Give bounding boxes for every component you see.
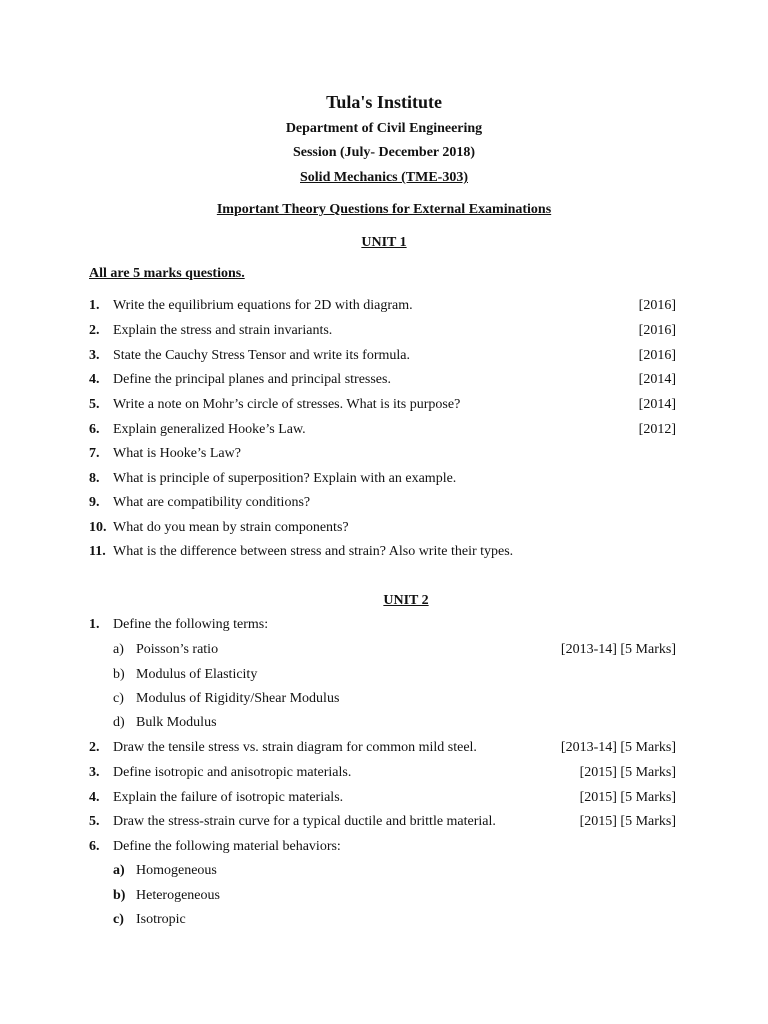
list-item xyxy=(0,639,768,661)
question-text: Define the principal planes and principal stresses. xyxy=(113,372,391,387)
subject-title: Solid Mechanics (TME-303) xyxy=(300,170,468,185)
sub-item-text: Modulus of Elasticity xyxy=(136,667,258,682)
list-item xyxy=(0,419,768,441)
list-item xyxy=(0,885,768,907)
question-number: 5. xyxy=(89,814,100,829)
question-number: 4. xyxy=(89,790,100,805)
list-item xyxy=(0,688,768,710)
sub-item-label: b) xyxy=(113,888,126,903)
question-text: Draw the tensile stress vs. strain diagram for common mild steel. xyxy=(113,740,477,755)
list-item xyxy=(0,541,768,563)
list-item xyxy=(0,320,768,342)
question-text: What is principle of superposition? Explain with an example. xyxy=(113,471,457,486)
question-number: 3. xyxy=(89,765,100,780)
question-text: Explain the failure of isotropic materials. xyxy=(113,790,344,805)
question-year: [2016] xyxy=(638,323,676,338)
list-item xyxy=(0,369,768,391)
sub-item-label: a) xyxy=(113,863,125,878)
question-text: State the Cauchy Stress Tensor and write its formula. xyxy=(113,348,410,363)
question-text: What is the difference between stress and strain? Also write their types. xyxy=(113,544,514,559)
question-number: 1. xyxy=(89,617,100,632)
question-number: 10. xyxy=(89,520,107,535)
page-heading: Important Theory Questions for External Examinations xyxy=(216,202,552,217)
question-year: [2012] xyxy=(638,422,676,437)
sub-item-text: Isotropic xyxy=(136,912,186,927)
question-number: 6. xyxy=(89,422,100,437)
question-text: Write a note on Mohr’s circle of stresses. What is its purpose? xyxy=(113,397,461,412)
list-item xyxy=(0,664,768,686)
question-text: Explain the stress and strain invariants. xyxy=(113,323,333,338)
question-number: 1. xyxy=(89,298,100,313)
unit1-marks-note: All are 5 marks questions. xyxy=(89,266,245,281)
question-year: [2013-14] [5 Marks] xyxy=(560,642,676,657)
sub-item-label: c) xyxy=(113,691,124,706)
question-text: Define the following terms: xyxy=(113,617,269,632)
question-year: [2015] [5 Marks] xyxy=(579,814,676,829)
question-text: What are compatibility conditions? xyxy=(113,495,311,510)
list-item xyxy=(0,909,768,931)
unit1-title: UNIT 1 xyxy=(361,235,407,250)
question-text: Define isotropic and anisotropic materials. xyxy=(113,765,352,780)
question-year: [2016] xyxy=(638,348,676,363)
sub-item-label: d) xyxy=(113,715,125,730)
list-item xyxy=(0,836,768,858)
sub-item-text: Modulus of Rigidity/Shear Modulus xyxy=(136,691,340,706)
session-label: Session (July- December 2018) xyxy=(292,145,476,160)
question-text: Explain generalized Hooke’s Law. xyxy=(113,422,306,437)
list-item xyxy=(0,492,768,514)
sub-item-text: Heterogeneous xyxy=(136,888,220,903)
unit2-title: UNIT 2 xyxy=(383,593,429,608)
question-number: 7. xyxy=(89,446,100,461)
question-text: Write the equilibrium equations for 2D with diagram. xyxy=(113,298,413,313)
list-item xyxy=(0,737,768,759)
institute-title: Tula's Institute xyxy=(326,92,442,112)
list-item xyxy=(0,762,768,784)
list-item xyxy=(0,517,768,539)
question-number: 2. xyxy=(89,740,100,755)
list-item xyxy=(0,394,768,416)
question-number: 8. xyxy=(89,471,100,486)
sub-item-text: Bulk Modulus xyxy=(136,715,217,730)
question-year: [2013-14] [5 Marks] xyxy=(560,740,676,755)
department-name: Department of Civil Engineering xyxy=(285,121,483,136)
sub-item-label: a) xyxy=(113,642,124,657)
question-number: 6. xyxy=(89,839,100,854)
question-year: [2016] xyxy=(638,298,676,313)
list-item xyxy=(0,345,768,367)
question-year: [2015] [5 Marks] xyxy=(579,790,676,805)
sub-item-label: c) xyxy=(113,912,124,927)
question-number: 4. xyxy=(89,372,100,387)
question-number: 3. xyxy=(89,348,100,363)
list-item xyxy=(0,295,768,317)
question-number: 11. xyxy=(89,544,106,559)
sub-item-label: b) xyxy=(113,667,125,682)
list-item xyxy=(0,468,768,490)
sub-item-text: Homogeneous xyxy=(136,863,217,878)
list-item xyxy=(0,443,768,465)
list-item xyxy=(0,712,768,734)
question-year: [2014] xyxy=(638,372,676,387)
list-item xyxy=(0,787,768,809)
list-item xyxy=(0,614,768,636)
sub-item-text: Poisson’s ratio xyxy=(136,642,219,657)
question-number: 9. xyxy=(89,495,100,510)
list-item xyxy=(0,860,768,882)
question-number: 5. xyxy=(89,397,100,412)
question-text: Define the following material behaviors: xyxy=(113,839,341,854)
question-text: What is Hooke’s Law? xyxy=(113,446,241,461)
question-text: What do you mean by strain components? xyxy=(113,520,349,535)
question-year: [2014] xyxy=(638,397,676,412)
question-number: 2. xyxy=(89,323,100,338)
question-text: Draw the stress-strain curve for a typical ductile and brittle material. xyxy=(113,814,496,829)
question-year: [2015] [5 Marks] xyxy=(579,765,676,780)
list-item xyxy=(0,811,768,833)
